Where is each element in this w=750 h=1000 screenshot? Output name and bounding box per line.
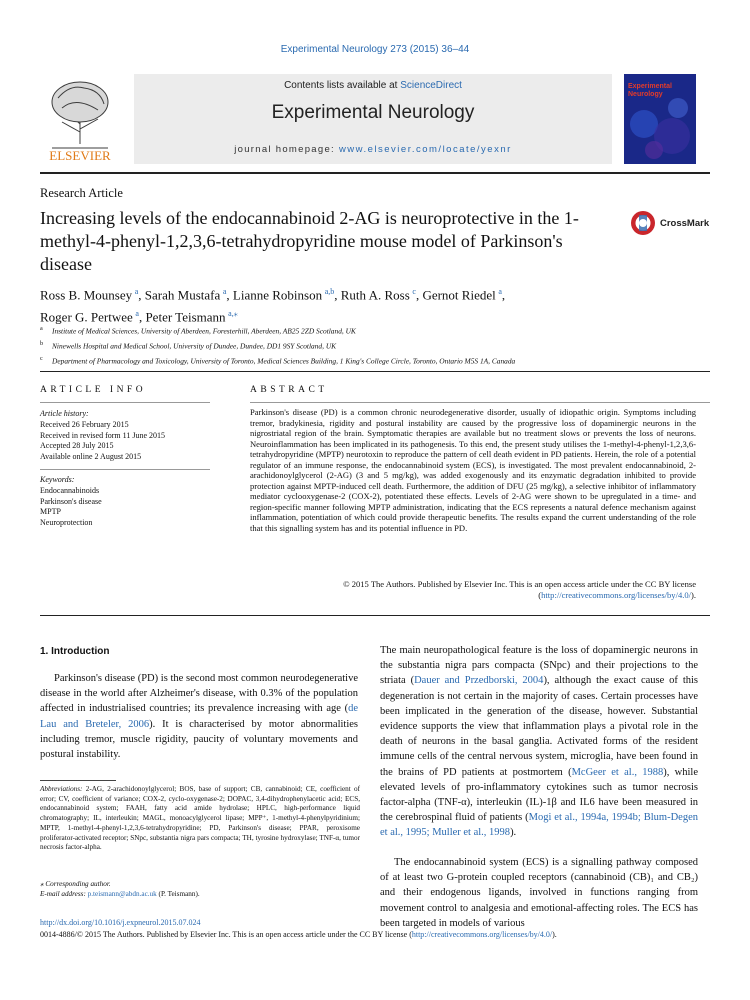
keyword-item: Neuroprotection xyxy=(40,517,93,527)
author-name[interactable]: Roger G. Pertwee xyxy=(40,309,133,325)
crossmark-button[interactable] xyxy=(630,210,710,240)
author-affil[interactable]: a,⁎ xyxy=(228,309,238,319)
intro-paragraph: The main neuropathological feature is the loss of dopaminergic neurons in the substantia nigra pars compacta (SNpc) and their projections to the striata (Dauer and Przedborski, 2004), although the exact cause of this degeneration is not certain in the majority of cases. Certain processes have been implicated in the generation of the disease, however. Substantial evidence supports the view that inflammation plays a pivotal role in the death of neurons in the basal ganglia. Activated forms of the resident immune cells of the central nervous system, microglia, have been found in the brains of PD patients at postmortem (McGeer et al., 1988), while elevated levels of pro-inflammatory cytokines such as tumor necrosis factor-alpha (TNF-α), interleukin (IL)-1β and IL6 have been measured in the cerebrospinal fluid of patients (Mogi et al., 1994a, 1994b; Blum-Degen et al., 1995; Muller et al., 1998). xyxy=(380,645,699,839)
crossmark-icon xyxy=(630,210,656,236)
author-affil[interactable]: a,b xyxy=(324,287,335,296)
author-name[interactable]: Gernot Riedel xyxy=(422,287,496,303)
doi-link[interactable]: http://dx.doi.org/10.1016/j.expneurol.2015.07.024 xyxy=(40,918,201,927)
journal-banner xyxy=(134,74,612,164)
article-title: Increasing levels of the endocannabinoid 2-AG is neuroprotective in the 1-methyl-4-phenyl-1,2,3,6-tetrahydropyridine mouse model of Parkinson's disease xyxy=(40,208,579,274)
journal-cover xyxy=(624,74,696,164)
contents-line: Contents lists available at ScienceDirect xyxy=(284,80,462,91)
article-history xyxy=(40,420,165,462)
author-affil[interactable]: a xyxy=(135,309,139,319)
author-list: Ross B. Mounsey $^a$, Sarah Mustafa $^a$, Lianne Robinson $^{a,b}$, Ruth A. Ross $^c$, Gernot Riedel $^a$, Roger G. Pertwee $^a$, Peter Teismann $^{a,⁎}$ xyxy=(40,287,506,325)
section-divider xyxy=(40,371,710,372)
author-name[interactable]: Ruth A. Ross xyxy=(340,287,410,303)
license-link[interactable]: http://creativecommons.org/licenses/by/4.0/ xyxy=(541,590,692,600)
keyword-item: Parkinson's disease xyxy=(40,496,102,506)
affiliation-item: $^b$ Ninewells Hospital and Medical School, University of Dundee, Dundee, DD1 9SY Scotland, UK xyxy=(40,340,337,351)
author-affil[interactable]: c xyxy=(412,287,416,296)
author-name[interactable]: Peter Teismann xyxy=(145,309,226,325)
corresponding-author: ⁎ Corresponding author. E-mail address: p.teismann@abdn.ac.uk (P. Teismann). xyxy=(40,880,200,898)
keyword-item: MPTP xyxy=(40,507,61,517)
author-affil[interactable]: a xyxy=(498,287,502,296)
article-type: Research Article xyxy=(40,186,123,200)
history-item: Accepted 28 July 2015 xyxy=(40,441,114,451)
intro-paragraph: Parkinson's disease (PD) is the second most common neurodegenerative disease in the world after Alzheimer's disease, with 0.3% of the population affected in industrialised countries; its prevalence increasing with age (de Lau and Breteler, 2006). It is characterised by motor abnormalities including tremor, muscle rigidity, paucity of voluntary movements and postural instability. xyxy=(40,673,358,761)
abstract-heading: ABSTRACT xyxy=(250,385,328,395)
info-divider xyxy=(40,402,210,403)
article-info-heading: ARTICLE INFO xyxy=(40,385,147,395)
keyword-item: Endocannabinoids xyxy=(40,486,100,495)
keywords-divider xyxy=(40,469,210,470)
abbreviations-footnote: Abbreviations: 2-AG, 2-arachidonoylglycerol; BOS, base of support; CB, cannabinoid; CE, coefficient of error; CV, coefficient of variance; COX-2, cyclo-oxygenase-2; DOPAC, 3,4-dihydrophenylacetic acid; ECS, endocannabinoid system; FAAH, fatty acid amide hydrolase; HPLC, high-performance liquid chromatography; IL, interleukin; MAGL, monoacylglycerol lipase; MPP⁺, 1-methyl-4-phenylpyridinium; MPTP, 1-methyl-4-phenyl-1,2,3,6-tetrahydropyridine; PD, Parkinson's disease; PPAR, peroxisome proliferator-activated receptor; SNpc, substantia nigra pars compacta; TH, tyrosine hydroxylase; TNF-α, tumor necrosis factor-alpha. xyxy=(40,785,360,852)
author-affil[interactable]: a xyxy=(134,287,139,296)
citation-link[interactable]: de Lau and Breteler, 2006 xyxy=(40,703,358,730)
elsevier-logo xyxy=(40,74,120,164)
journal-reference[interactable]: Experimental Neurology 273 (2015) 36–44 xyxy=(280,44,470,55)
affiliations xyxy=(40,323,720,368)
citation-link[interactable]: Dauer and Przedborski, 2004 xyxy=(414,675,544,687)
citation-link[interactable]: McGeer et al., 1988 xyxy=(571,766,664,778)
author-name[interactable]: Sarah Mustafa xyxy=(144,287,221,303)
history-item: Received 26 February 2015 xyxy=(40,420,129,429)
introduction-heading: 1. Introduction xyxy=(40,646,110,657)
keywords xyxy=(40,486,102,528)
author-name[interactable]: Lianne Robinson xyxy=(232,287,323,303)
history-item: Received in revised form 11 June 2015 xyxy=(40,430,166,440)
svg-text:ELSEVIER: ELSEVIER xyxy=(49,148,111,163)
history-item: Available online 2 August 2015 xyxy=(40,451,142,461)
issn-line: 0014-4886/© 2015 The Authors. Published by Elsevier Inc. This is an open access article under the CC BY license (http://creativecommons.org/licenses/by/4.0/). xyxy=(40,930,557,939)
homepage-link[interactable]: www.elsevier.com/locate/yexnr xyxy=(338,144,512,155)
homepage-line: journal homepage: www.elsevier.com/locate/yexnr xyxy=(234,144,512,155)
sciencedirect-link[interactable]: ScienceDirect xyxy=(400,80,462,91)
author-affil[interactable]: a xyxy=(222,287,227,296)
keywords-label: Keywords: xyxy=(40,475,75,484)
section-divider xyxy=(40,615,710,616)
abstract-text: Parkinson's disease (PD) is a common chronic neurodegenerative disorder, usually of idiopathic origin. Symptoms including tremor, bradykinesia, rigidity and postural instability are caused by the progressive loss of dopaminergic neurons in the nigrostriatal region of the brain. Symptomatic therapies are available but no treatment slows or prevents the loss of neurons. Neuroinflammation has been implicated in its pathogenesis. To this end, the present study utilises the 1-methyl-4-phenyl-1,2,3,6-tetrahydropyridine (MPTP) neurotoxin to reproduce the pattern of cell death evident in PD patients. Herein, the role of a potential regulator of an immune response, the endocannabinoid system (ECS), is investigated. The most prevalent endocannabinoid, 2-arachidonoylglycerol (2-AG) (3 and 5 mg/kg), was added exogenously and its enzymatic degradation inhibited to provide protection against MPTP-induced cell death. Furthermore, the addition of DFU (25 mg/kg), a selective inhibitor of inflammatory mediator cyclooxygenase-2 (COX-2), potentiated these effects. Levels of 2-AG were shown to be upregulated in a time- and region-specific manner following MPTP administration, indicating that the ECS represents a natural defence mechanism against inflammation, potentiation of which could provide therapeutic benefits. The results expand the current understanding of the role that this signalling system has and its potential influence in PD. xyxy=(250,407,696,534)
author-name[interactable]: Ross B. Mounsey xyxy=(40,287,133,303)
affiliation-item: $^a$ Institute of Medical Sciences, University of Aberdeen, Foresterhill, Aberdeen, AB25 2ZD Scotland, UK xyxy=(40,326,356,336)
journal-name: Experimental Neurology xyxy=(271,102,475,123)
citation-link[interactable]: Mogi et al., 1994a, 1994b; Blum-Degen et al., 1995; Muller et al., 1998 xyxy=(380,812,698,839)
header-divider xyxy=(40,172,710,174)
footnote-divider xyxy=(40,780,116,781)
crossmark-label: CrossMark xyxy=(660,218,710,229)
affiliation-item: $^c$ Department of Pharmacology and Toxicology, University of Toronto, Medical Sciences Building, 1 King's College Circle, Toronto, Ontario M5S 1A, Canada xyxy=(40,355,516,366)
email-link[interactable]: p.teismann@abdn.ac.uk xyxy=(87,889,157,898)
footer-license-link[interactable]: http://creativecommons.org/licenses/by/4.0/ xyxy=(411,930,553,939)
abstract-divider xyxy=(250,402,710,403)
cover-title: Experimental Neurology xyxy=(628,83,672,98)
history-label: Article history: xyxy=(40,409,89,418)
intro-paragraph: The endocannabinoid system (ECS) is a signalling pathway composed of at least two G-protein coupled receptors (cannabinoid (CB)₁ and CB₂) and their endogenous ligands, involved in functions ranging from movement control to analgesia and emotional-affecting roles. The ECS has been targeted in models of various xyxy=(380,857,698,929)
abstract-copyright: © 2015 The Authors. Published by Elsevier Inc. This is an open access article under the CC BY license (http://creativecommons.org/licenses/by/4.0/). xyxy=(343,579,696,600)
